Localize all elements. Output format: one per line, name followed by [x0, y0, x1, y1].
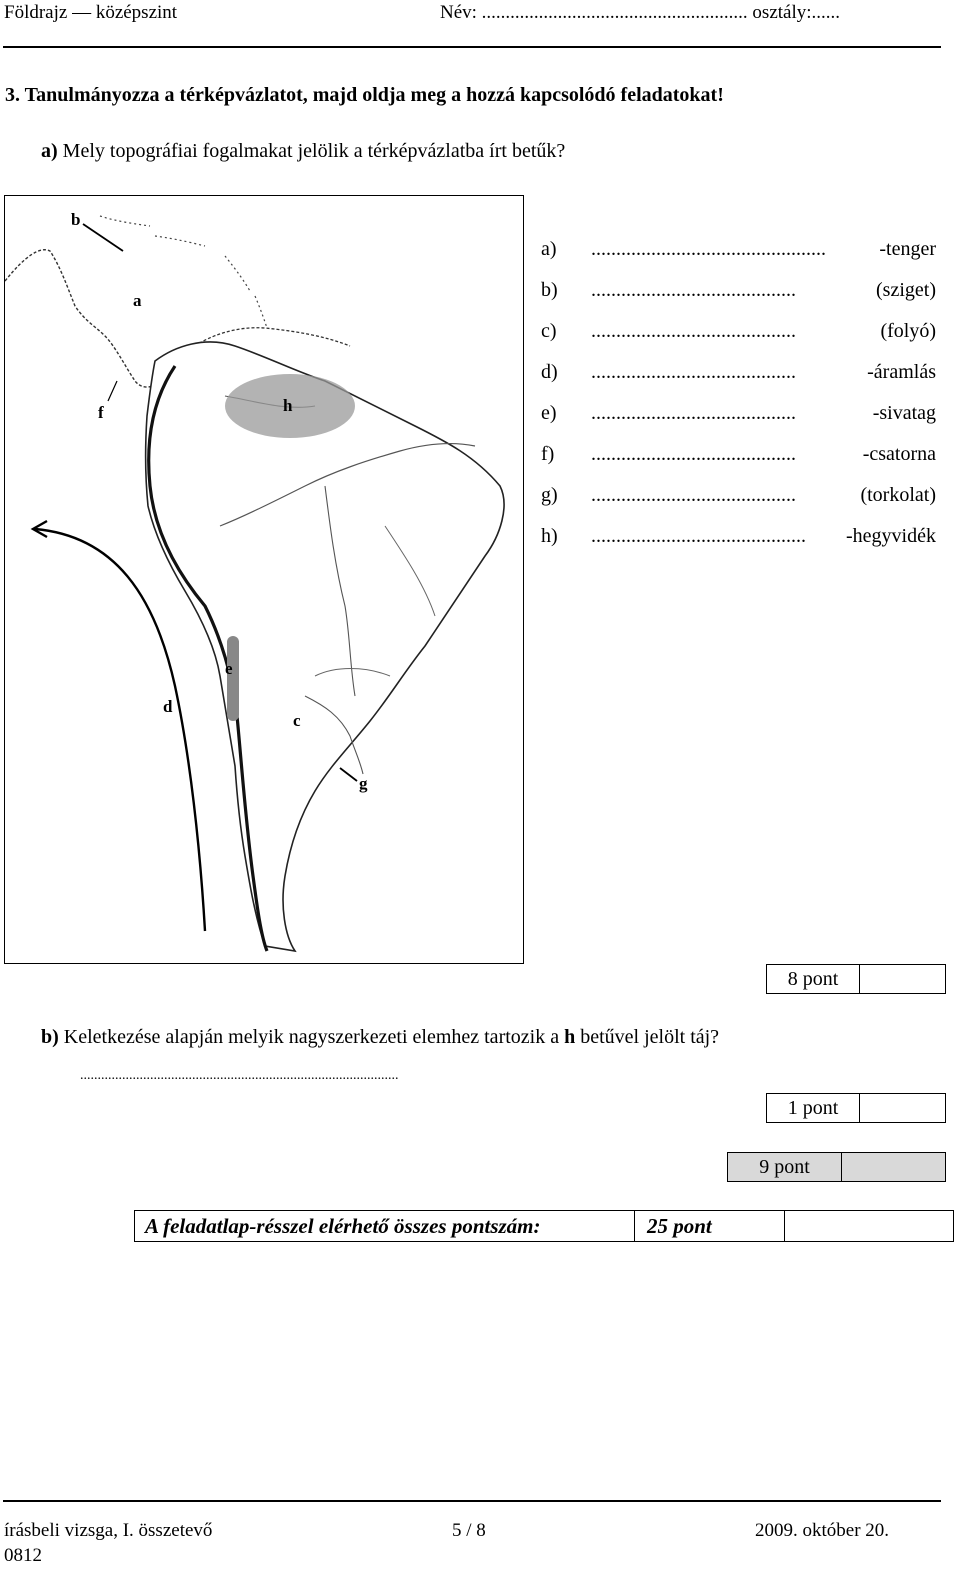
footer-date: 2009. október 20.	[755, 1520, 890, 1541]
answer-row-e	[541, 402, 936, 425]
answer-row-d	[541, 361, 936, 384]
answer-blank[interactable]: ...........................................	[591, 525, 806, 547]
total-points-input[interactable]	[785, 1211, 953, 1241]
score-box-task-total	[727, 1152, 946, 1182]
answer-label: h)	[541, 525, 558, 547]
answer-blank[interactable]: .........................................	[591, 443, 796, 465]
map-label-e: e	[225, 659, 233, 678]
part-b-marker: b)	[41, 1026, 59, 1048]
answer-suffix: (sziget)	[876, 279, 936, 301]
score-box-task-total-input[interactable]	[842, 1153, 945, 1181]
footer-code: 0812	[4, 1545, 42, 1566]
south-america-map	[5, 196, 523, 963]
answer-blank[interactable]: .........................................	[591, 279, 796, 301]
answer-label: a)	[541, 238, 557, 260]
map-label-h: h	[283, 396, 293, 415]
score-box-a-label: 8 pont	[767, 965, 860, 993]
part-b-answer-blank[interactable]: ...........................................................................................	[80, 1068, 399, 1083]
answer-suffix: -hegyvidék	[846, 525, 936, 547]
answer-suffix: -sivatag	[872, 402, 936, 424]
answer-row-c	[541, 320, 936, 343]
map-label-b: b	[71, 210, 81, 229]
answer-label: d)	[541, 361, 558, 383]
answer-suffix: (folyó)	[880, 320, 936, 342]
answer-label: g)	[541, 484, 558, 506]
pointer-b	[83, 224, 123, 251]
answer-suffix: (torkolat)	[860, 484, 936, 506]
map-label-a: a	[133, 291, 142, 310]
header-name-field: Név: ........................................................ osztály:......	[440, 2, 841, 23]
answer-suffix: -csatorna	[862, 443, 936, 465]
header-subject: Földrajz — középszint	[4, 2, 178, 23]
answer-label: c)	[541, 320, 557, 342]
answer-blank[interactable]: .........................................	[591, 361, 796, 383]
map-sketch	[4, 195, 524, 964]
pointer-f	[108, 381, 117, 401]
total-points-value: 25 pont	[635, 1211, 785, 1241]
score-box-a	[766, 964, 946, 994]
score-box-b-input[interactable]	[860, 1094, 945, 1122]
header-rule	[3, 46, 941, 48]
answer-blank[interactable]: .........................................	[591, 320, 796, 342]
answer-row-g	[541, 484, 936, 507]
total-points-label: A feladatlap-résszel elérhető összes pontszám:	[135, 1211, 635, 1241]
answer-row-h	[541, 525, 936, 548]
score-box-a-input[interactable]	[860, 965, 945, 993]
answer-blank[interactable]: ...............................................	[591, 238, 826, 260]
score-box-b-label: 1 pont	[767, 1094, 860, 1122]
map-label-c: c	[293, 711, 301, 730]
footer-rule	[3, 1500, 941, 1502]
map-label-f: f	[98, 403, 104, 422]
answer-row-f	[541, 443, 936, 466]
answer-suffix: -tenger	[879, 238, 936, 260]
footer-left: írásbeli vizsga, I. összetevő	[4, 1520, 213, 1541]
answer-row-b	[541, 279, 936, 302]
pointer-g	[340, 768, 357, 781]
footer-page: 5 / 8	[452, 1520, 486, 1541]
part-a-question	[41, 140, 565, 163]
answer-label: e)	[541, 402, 557, 424]
answer-blank[interactable]: .........................................	[591, 484, 796, 506]
part-a-text: Mely topográfiai fogalmakat jelölik a térképvázlatba írt betűk?	[62, 140, 566, 162]
caribbean-islands	[100, 216, 267, 328]
score-box-task-total-label: 9 pont	[728, 1153, 842, 1181]
part-b-text-2: betűvel jelölt táj?	[575, 1026, 720, 1048]
atacama-desert	[227, 636, 239, 721]
part-b-text-1: Keletkezése alapján melyik nagyszerkezeti elemhez tartozik a	[63, 1026, 565, 1048]
total-points-row	[134, 1210, 954, 1242]
part-b-question	[41, 1026, 719, 1049]
map-label-d: d	[163, 697, 173, 716]
answer-row-a	[541, 238, 936, 261]
answer-blank[interactable]: .........................................	[591, 402, 796, 424]
part-a-marker: a)	[41, 140, 58, 162]
answer-suffix: -áramlás	[867, 361, 936, 383]
task-title: 3. Tanulmányozza a térképvázlatot, majd oldja meg a hozzá kapcsolódó feladatokat!	[5, 84, 724, 106]
map-label-g: g	[359, 774, 368, 793]
part-b-text-bold: h	[564, 1026, 576, 1048]
score-box-b	[766, 1093, 946, 1123]
answer-label: f)	[541, 443, 555, 465]
answer-label: b)	[541, 279, 558, 301]
humboldt-current	[35, 529, 205, 931]
